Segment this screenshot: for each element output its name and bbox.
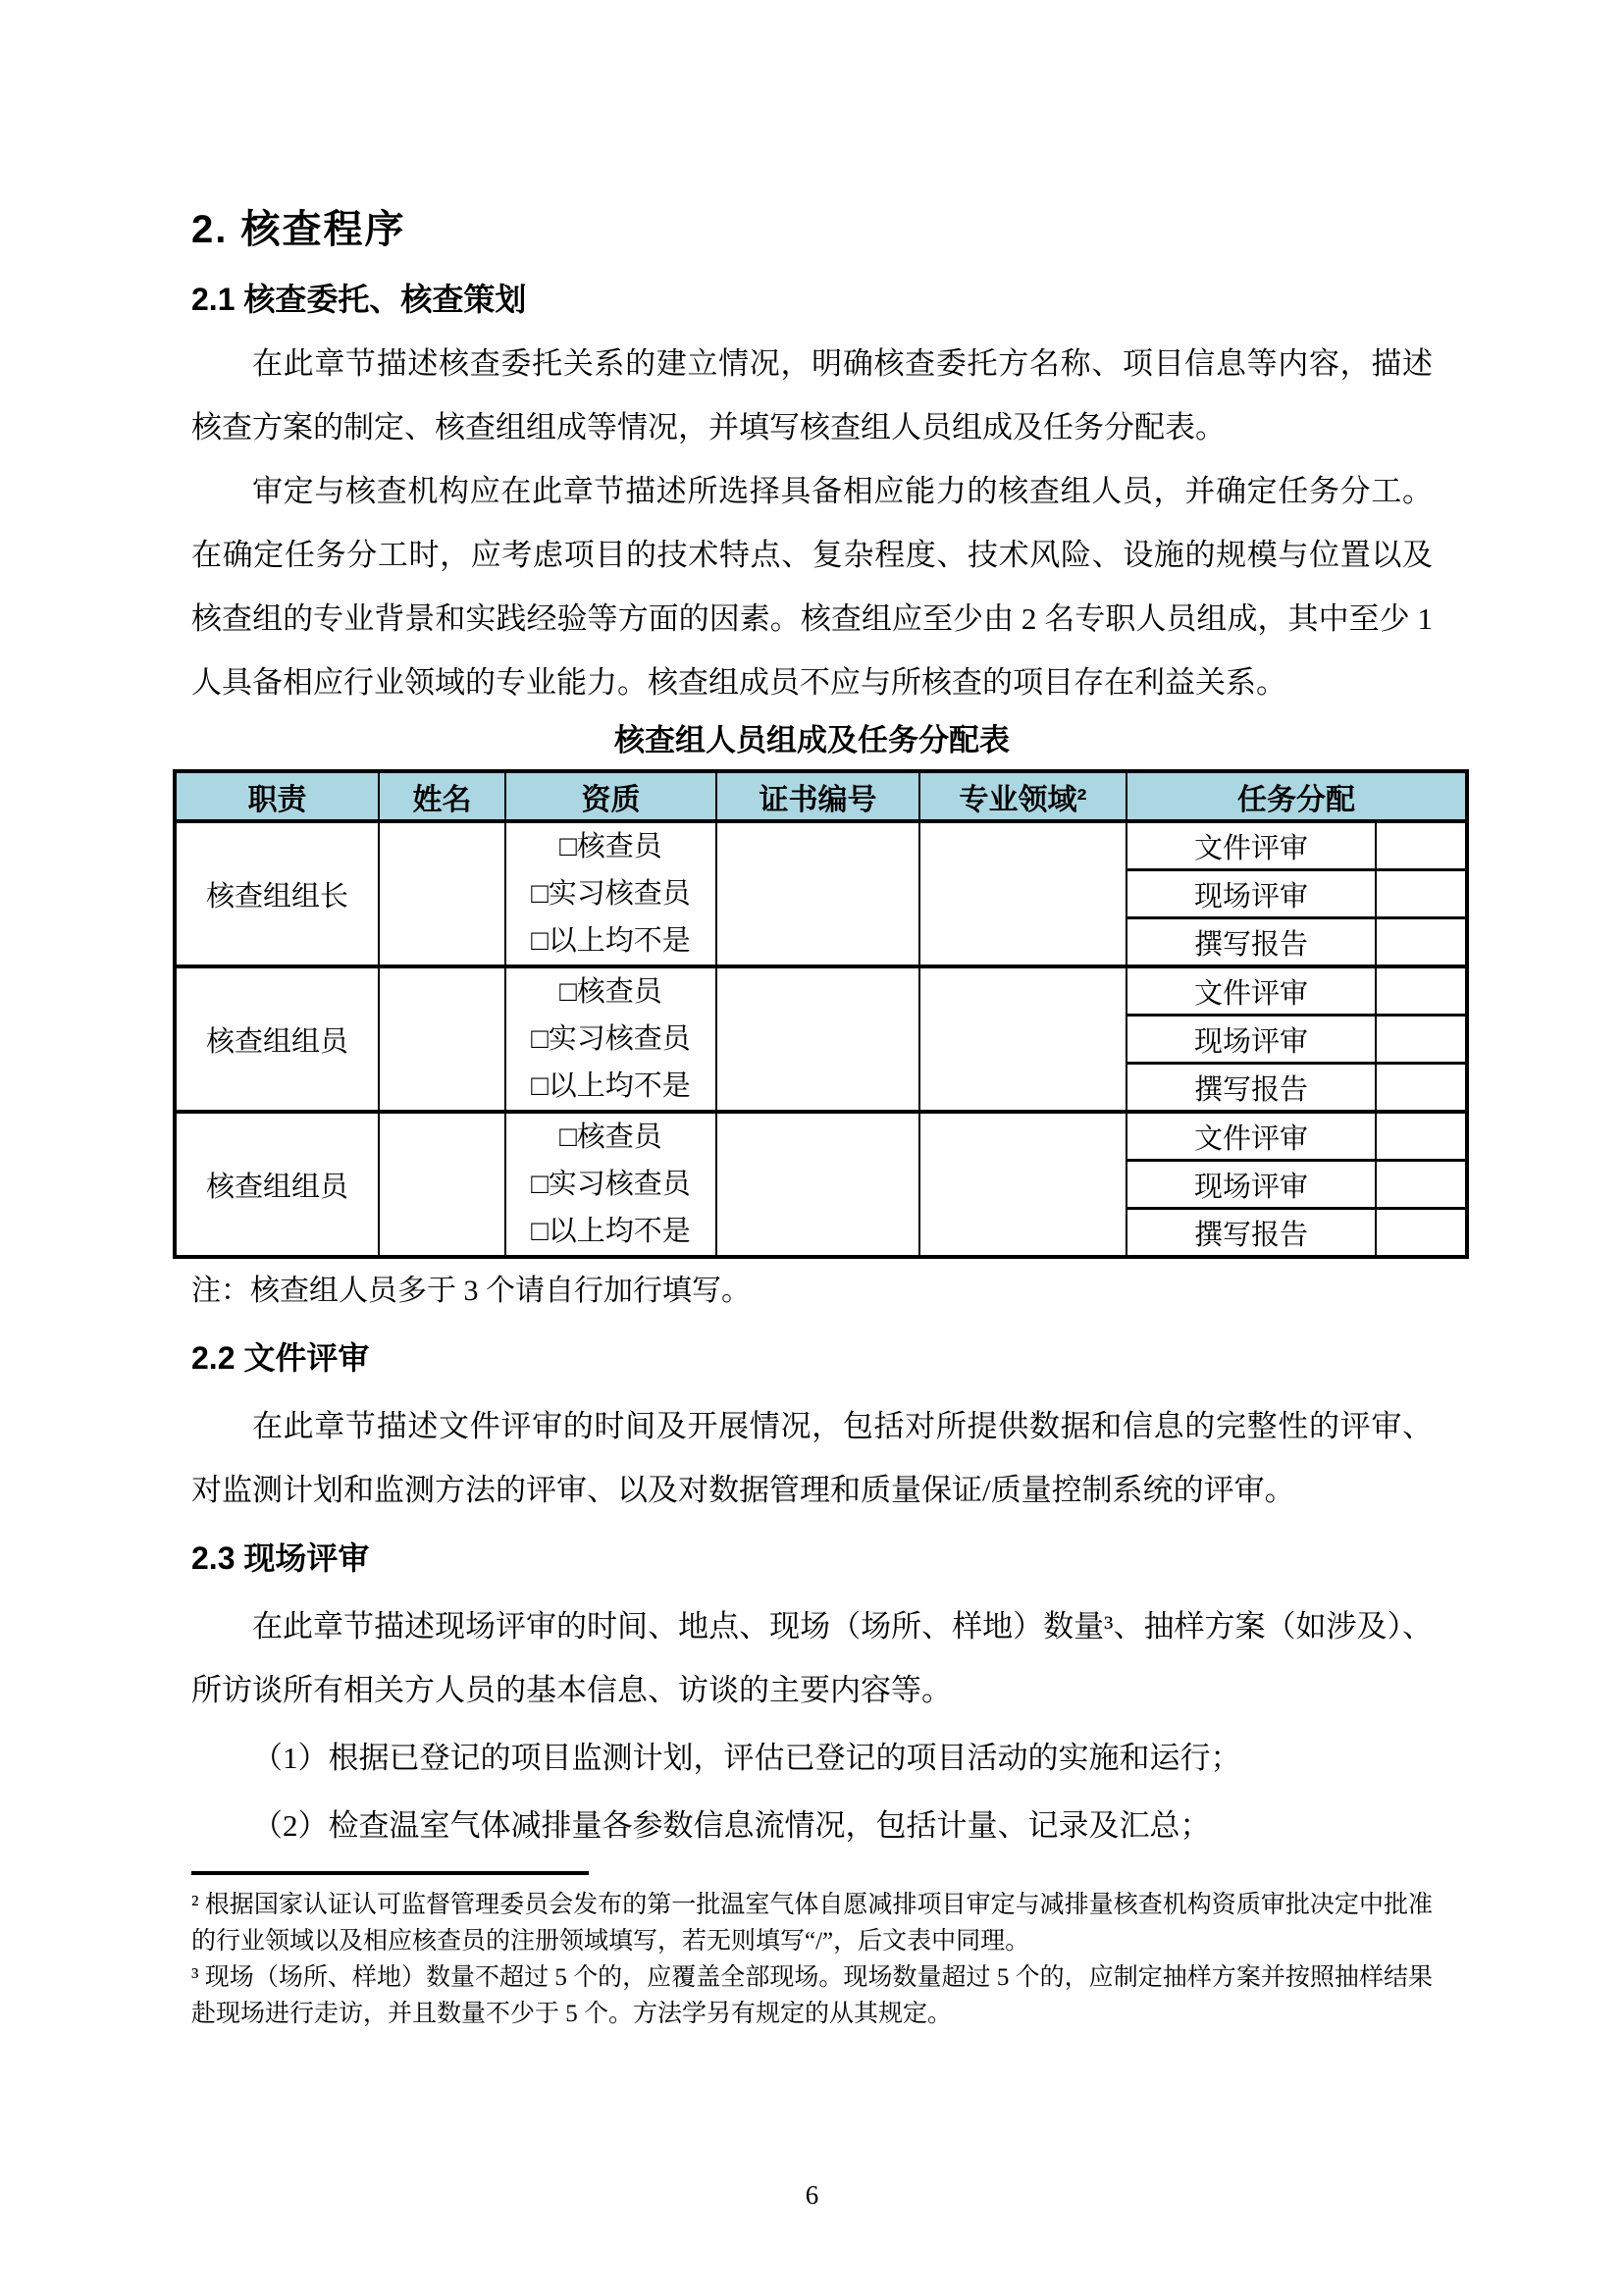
table-row-group-member-1 [175,966,1467,1016]
domain-input-cell[interactable] [919,1112,1126,1257]
task-label-cell: 文件评审 [1126,966,1376,1016]
header-domain: 专业领域² [919,771,1126,821]
task-label-cell: 撰写报告 [1126,1064,1376,1113]
qualification-checkbox-option[interactable]: □以上均不是 [531,1070,691,1102]
qualification-checkbox-option[interactable]: □实习核查员 [531,1023,691,1055]
domain-input-cell[interactable] [919,821,1126,966]
list-item-2: （2）检查温室气体减排量各参数信息流情况，包括计量、记录及汇总； [252,1808,1211,1843]
task-label-cell: 文件评审 [1126,1112,1376,1161]
page-number: 6 [805,2180,819,2210]
task-check-cell[interactable] [1376,1161,1467,1209]
task-check-cell[interactable] [1376,1112,1467,1161]
qualification-cell [505,1112,716,1257]
task-check-cell[interactable] [1376,1209,1467,1258]
header-qualification: 资质 [505,771,716,821]
task-label-cell: 现场评审 [1126,1161,1376,1209]
table-title: 核查组人员组成及任务分配表 [614,723,1010,757]
name-input-cell[interactable] [379,966,505,1112]
task-label-cell: 现场评审 [1126,870,1376,918]
task-label-cell: 撰写报告 [1126,1209,1376,1258]
table-row-group-leader [175,821,1467,870]
paragraph-2-2: 在此章节描述文件评审的时间及开展情况，包括对所提供数据和信息的完整性的评审、对监测计划和监测方法的评审、以及对数据管理和质量保证/质量控制系统的评审。 [191,1409,1433,1507]
qualification-checkbox-option[interactable]: □核查员 [559,1121,662,1153]
header-name: 姓名 [379,771,505,821]
section-heading-2-1: 2.1 核查委托、核查策划 [191,282,527,317]
task-label-cell: 现场评审 [1126,1016,1376,1064]
role-cell: 核查组组员 [175,1112,379,1257]
role-cell: 核查组组长 [175,821,379,966]
paragraph-2-1-a: 在此章节描述核查委托关系的建立情况，明确核查委托方名称、项目信息等内容，描述核查方案的制定、核查组组成等情况，并填写核查组人员组成及任务分配表。 [191,346,1433,444]
paragraph-2-1-b: 审定与核查机构应在此章节描述所选择具备相应能力的核查组人员，并确定任务分工。在确定任务分工时，应考虑项目的技术特点、复杂程度、技术风险、设施的规模与位置以及核查组的专业背景和实践经验等方面的因素。核查组应至少由 2 名专职人员组成，其中至少 1 人具备相应行业领域的专业能力。核查组成员不应与所核查的项目存在利益关系。 [191,474,1433,700]
main-title: 2. 核查程序 [191,208,406,251]
footnote-separator [191,1871,589,1875]
team-assignment-table [173,769,1469,1259]
table-row-group-member-2 [175,1112,1467,1161]
paragraph-2-3: 在此章节描述现场评审的时间、地点、现场（场所、样地）数量³、抽样方案（如涉及）、所访谈所有相关方人员的基本信息、访谈的主要内容等。 [191,1609,1433,1707]
footnote-3: ³ 现场（场所、样地）数量不超过 5 个的，应覆盖全部现场。现场数量超过 5 个的，应制定抽样方案并按照抽样结果赴现场进行走访，并且数量不少于 5 个。方法学另有规定的从其规定。 [191,1964,1433,2027]
header-certificate-no: 证书编号 [716,771,919,821]
domain-input-cell[interactable] [919,966,1126,1112]
header-role: 职责 [175,771,379,821]
qualification-checkbox-option[interactable]: □实习核查员 [531,878,691,910]
footnotes-area [191,1887,1433,2032]
task-check-cell[interactable] [1376,821,1467,870]
certificate-input-cell[interactable] [716,966,919,1112]
qualification-cell [505,966,716,1112]
table-note: 注：核查组人员多于 3 个请自行加行填写。 [191,1275,751,1307]
role-cell: 核查组组员 [175,966,379,1112]
qualification-checkbox-option[interactable]: □以上均不是 [531,1216,691,1247]
footnote-2: ² 根据国家认证认可监督管理委员会发布的第一批温室气体自愿减排项目审定与减排量核查机构资质审批决定中批准的行业领域以及相应核查员的注册领域填写，若无则填写“/”，后文表中同理。 [191,1892,1433,1955]
section-heading-2-2: 2.2 文件评审 [191,1340,370,1376]
qualification-checkbox-option[interactable]: □核查员 [559,831,662,862]
task-check-cell[interactable] [1376,1064,1467,1113]
task-label-cell: 文件评审 [1126,821,1376,870]
task-check-cell[interactable] [1376,1016,1467,1064]
task-check-cell[interactable] [1376,918,1467,967]
list-item-1: （1）根据已登记的项目监测计划，评估已登记的项目活动的实施和运行； [252,1741,1241,1775]
header-task-assignment: 任务分配 [1126,771,1467,821]
name-input-cell[interactable] [379,1112,505,1257]
task-label-cell: 撰写报告 [1126,918,1376,967]
name-input-cell[interactable] [379,821,505,966]
qualification-checkbox-option[interactable]: □核查员 [559,976,662,1008]
qualification-cell [505,821,716,966]
task-check-cell[interactable] [1376,870,1467,918]
certificate-input-cell[interactable] [716,1112,919,1257]
qualification-checkbox-option[interactable]: □实习核查员 [531,1169,691,1200]
qualification-checkbox-option[interactable]: □以上均不是 [531,925,691,957]
table-header-row [175,771,1467,821]
task-check-cell[interactable] [1376,966,1467,1016]
section-heading-2-3: 2.3 现场评审 [191,1540,370,1576]
certificate-input-cell[interactable] [716,821,919,966]
